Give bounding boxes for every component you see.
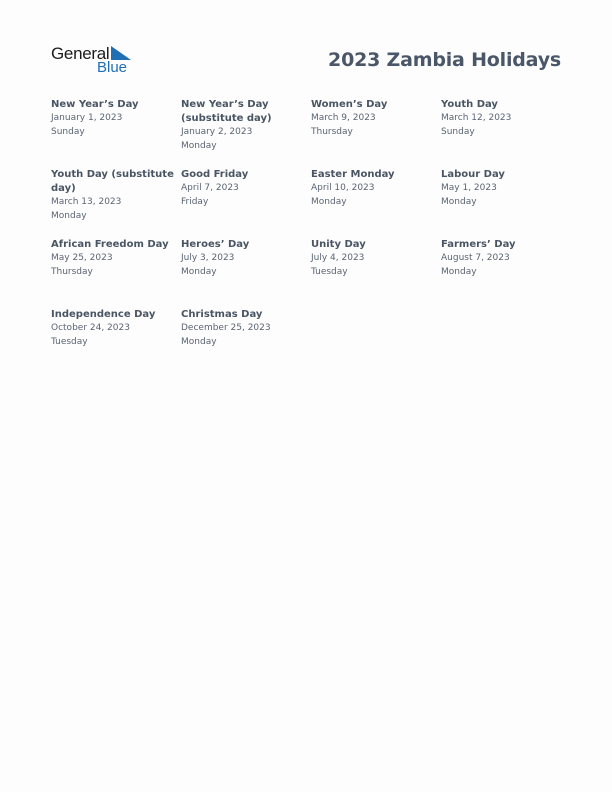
holiday-name: Independence Day	[51, 309, 156, 320]
logo-blue-text: Blue	[97, 59, 128, 76]
holiday-weekday: Monday	[441, 266, 477, 277]
holiday-date: March 12, 2023	[441, 113, 512, 123]
holiday-date: March 13, 2023	[51, 197, 122, 207]
holiday-item	[441, 238, 571, 308]
holiday-name: Farmers’ Day	[441, 239, 516, 250]
holiday-item	[441, 168, 571, 238]
holiday-weekday: Sunday	[51, 126, 85, 137]
holiday-name: Youth Day (substitute day)	[51, 169, 174, 194]
holiday-date: January 2, 2023	[181, 127, 253, 137]
holiday-name: Heroes’ Day	[181, 239, 250, 250]
holiday-weekday: Monday	[311, 196, 347, 207]
holiday-date: January 1, 2023	[51, 113, 123, 123]
holiday-date: April 7, 2023	[181, 183, 239, 193]
holiday-name: Unity Day	[311, 239, 366, 250]
holiday-name: Easter Monday	[311, 169, 395, 180]
holiday-weekday: Sunday	[441, 126, 475, 137]
holiday-name: Women’s Day	[311, 99, 388, 110]
holiday-date: October 24, 2023	[51, 323, 130, 333]
holiday-item	[51, 308, 181, 378]
holiday-weekday: Tuesday	[51, 336, 88, 347]
holiday-item	[181, 168, 311, 238]
holiday-weekday: Monday	[51, 210, 87, 221]
generalblue-logo	[51, 44, 141, 78]
logo-general-text: General	[51, 44, 110, 63]
holiday-item	[311, 238, 441, 308]
holiday-name: Good Friday	[181, 169, 249, 180]
holiday-date: May 1, 2023	[441, 183, 497, 193]
holiday-name: African Freedom Day	[51, 239, 169, 250]
logo-triangle-icon	[111, 46, 131, 60]
holiday-grid	[51, 98, 571, 378]
holiday-item	[51, 98, 181, 168]
holiday-name: Youth Day	[441, 99, 498, 110]
holiday-name: New Year’s Day (substitute day)	[181, 99, 272, 124]
holiday-item	[181, 308, 311, 378]
holiday-item	[311, 168, 441, 238]
page-title: 2023 Zambia Holidays	[328, 49, 561, 71]
holiday-weekday: Tuesday	[311, 266, 348, 277]
holiday-weekday: Monday	[181, 266, 217, 277]
holiday-item	[181, 238, 311, 308]
holiday-weekday: Monday	[181, 140, 217, 151]
holiday-item	[441, 98, 571, 168]
holiday-date: December 25, 2023	[181, 323, 271, 333]
holiday-name: New Year’s Day	[51, 99, 139, 110]
holiday-item	[51, 238, 181, 308]
holiday-date: July 3, 2023	[181, 253, 235, 263]
holiday-weekday: Monday	[441, 196, 477, 207]
holiday-name: Labour Day	[441, 169, 505, 180]
holiday-date: April 10, 2023	[311, 183, 375, 193]
holiday-date: May 25, 2023	[51, 253, 113, 263]
holiday-name: Christmas Day	[181, 309, 263, 320]
holiday-item	[181, 98, 311, 168]
holiday-date: August 7, 2023	[441, 253, 510, 263]
holiday-weekday: Thursday	[311, 126, 353, 137]
holiday-date: March 9, 2023	[311, 113, 376, 123]
holiday-item	[311, 98, 441, 168]
holiday-weekday: Monday	[181, 336, 217, 347]
holiday-weekday: Friday	[181, 196, 209, 207]
holiday-item	[51, 168, 181, 238]
holiday-weekday: Thursday	[51, 266, 93, 277]
holiday-date: July 4, 2023	[311, 253, 365, 263]
